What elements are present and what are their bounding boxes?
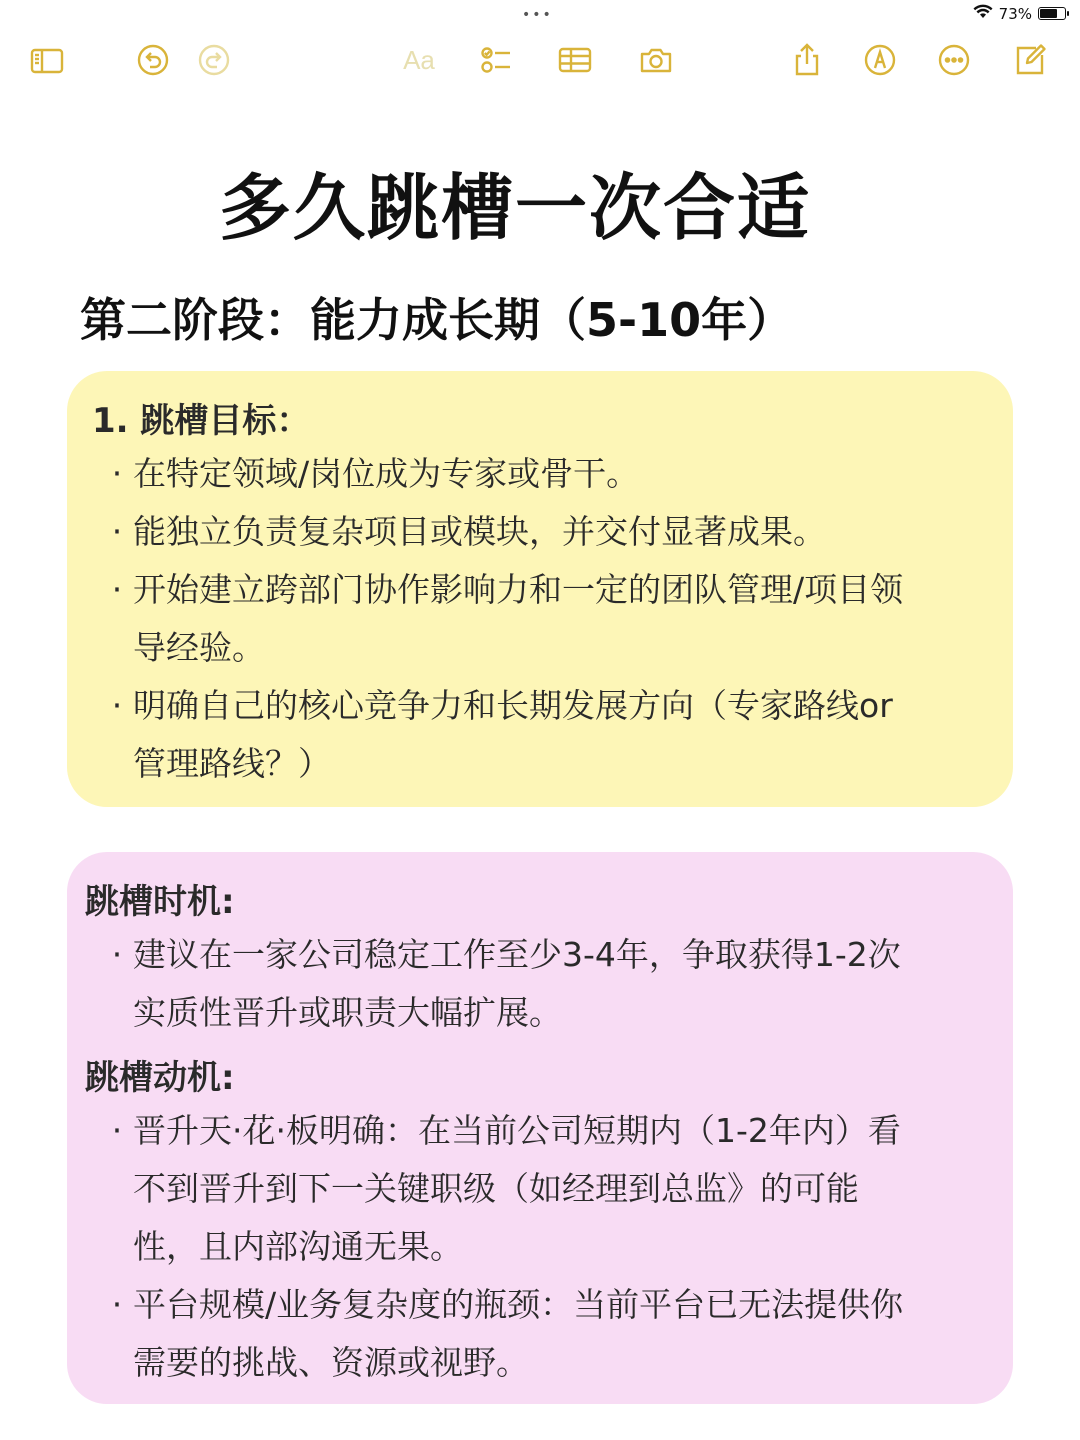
status-bar-right xyxy=(973,4,1066,23)
bullet-dot: · xyxy=(111,570,123,609)
sidebar-icon xyxy=(29,42,65,78)
list-item: · 建议在一家公司稳定工作至少3-4年，争取获得1-2次 实质性晋升或职责大幅扩展。 xyxy=(107,926,997,1042)
checklist-button[interactable] xyxy=(476,40,516,80)
redo-button[interactable] xyxy=(194,40,234,80)
undo-icon xyxy=(135,42,171,78)
bullet-dot: · xyxy=(111,1285,123,1324)
battery-percent: 73% xyxy=(998,4,1032,23)
timing-heading: 跳槽时机: xyxy=(85,882,235,922)
markup-pen-icon xyxy=(862,42,898,78)
more-button[interactable] xyxy=(934,40,974,80)
bullet-dot: · xyxy=(111,1111,123,1150)
goals-heading: 1. 跳槽目标： xyxy=(92,401,311,441)
compose-icon xyxy=(1012,42,1048,78)
multitasking-dots[interactable]: ••• xyxy=(522,7,553,23)
bullet-dot: · xyxy=(111,686,123,725)
sidebar-toggle-button[interactable] xyxy=(27,40,67,80)
undo-button[interactable] xyxy=(133,40,173,80)
checklist-icon xyxy=(478,42,514,78)
compose-button[interactable] xyxy=(1010,40,1050,80)
section-heading[interactable]: 第二阶段：能力成长期（5-10年） xyxy=(80,293,794,347)
format-label: Aa xyxy=(403,44,435,75)
notes-toolbar xyxy=(0,40,1080,84)
ellipsis-icon xyxy=(936,42,972,78)
list-item: · 能独立负责复杂项目或模块，并交付显著成果。 xyxy=(107,503,997,561)
camera-icon xyxy=(638,42,674,78)
bullet-dot: · xyxy=(111,454,123,493)
goals-card[interactable] xyxy=(67,371,1013,807)
bullet-dot: · xyxy=(111,935,123,974)
redo-icon xyxy=(196,42,232,78)
camera-button[interactable] xyxy=(636,40,676,80)
wifi-icon xyxy=(973,4,993,23)
share-button[interactable] xyxy=(787,40,827,80)
timing-motivation-card[interactable] xyxy=(67,852,1013,1404)
list-item: · 平台规模/业务复杂度的瓶颈：当前平台已无法提供你 需要的挑战、资源或视野。 xyxy=(107,1276,997,1392)
bullet-dot: · xyxy=(111,512,123,551)
format-button[interactable] xyxy=(397,40,441,80)
list-item: · 晋升天·花·板明确：在当前公司短期内（1-2年内）看 不到晋升到下一关键职级（如经理到总监》的可能 性，且内部沟通无果。 xyxy=(107,1102,997,1276)
markup-button[interactable] xyxy=(860,40,900,80)
table-button[interactable] xyxy=(555,40,595,80)
table-icon xyxy=(557,42,593,78)
share-icon xyxy=(789,42,825,78)
battery-icon xyxy=(1038,7,1066,20)
list-item: · 明确自己的核心竞争力和长期发展方向（专家路线or 管理路线？） xyxy=(107,677,997,793)
list-item: · 开始建立跨部门协作影响力和一定的团队管理/项目领 导经验。 xyxy=(107,561,997,677)
note-title[interactable]: 多久跳槽一次合适 xyxy=(218,166,811,250)
list-item: · 在特定领域/岗位成为专家或骨干。 xyxy=(107,445,997,503)
motivation-heading: 跳槽动机: xyxy=(85,1058,235,1098)
